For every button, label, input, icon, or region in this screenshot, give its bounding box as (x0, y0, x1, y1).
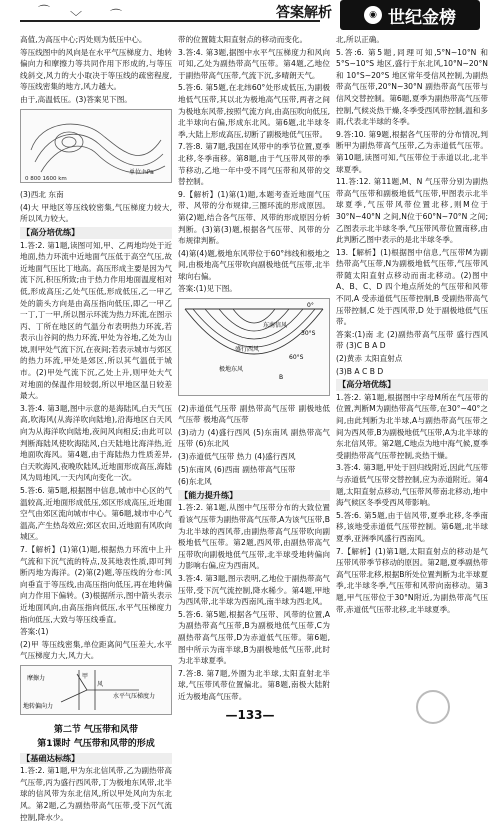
answer-item: (2)甲 等压线密集,单位距离间气压差大,水平气压梯度力大,风力大。 (20, 639, 172, 661)
answer-item: 1.答:2. 第1题,读图可知,甲、乙两地均处于近地面,热力环流中近地面气压低于高空气压,故近地面气压比丁地高。高压形成主要是因为气流下沉,积压所致;由于热力作用地面温度相对低,形成高压;乙处气压低,形成低压,乙一甲乙处的箭头方向是由高压指向低压,即乙一甲乙一丁,丁一甲,所以图示环流为热力环流,在图示丙、丁所在地区的气温分布表明热力环流,若表示山谷间的热力环流,甲处为谷地,乙处为山坡,则甲处气流下沉,在夜间;若表示城市与郊区的热力环流,甲处是郊区,所以其气温低于城市。(2)甲处气流下沉,乙处上升,则甲处大气对地面的保温作用较弱,所以甲地区温日较差最大。 (20, 240, 172, 401)
diagram-label: 水平气压梯度力 (113, 692, 156, 700)
answer-item: 9.答:10. 第9题,根据各气压带的分布情况,判断甲为副热带高气压带,乙为赤道低气压带。第10题,读图可知,气压带位于赤道以北,北半球夏季。 (336, 129, 488, 174)
diagram-label: 摩擦力 (27, 674, 46, 682)
section-heading: 【高分培优练】 (20, 227, 172, 239)
bird-icon: ⌒ (110, 8, 123, 22)
answer-item: 5.答:6. 第5题,同理可知,5°N~10°N 和 5°S~10°S 地区,盛行于东北风,10°N~20°N 和 10°S~20°S 地区常年受信风控制,为副热带高气压带,20°N~30°N 副热带高气压带与信风交替控制。第6题,夏季为副热带高气压带控制,气候炎热干燥,冬季受西风带控制,温和多雨,代表北半球的冬季。 (336, 47, 488, 127)
section-heading: 【高分培优练】 (336, 379, 488, 391)
paragraph: (4)大 甲地区等压线较密集,气压梯度力较大,所以风力较大。 (20, 202, 172, 224)
answer-item: 11.答:12. 第11题,M、N 气压带分别为副热带高气压带和副极地低气压带,甲图表示北半球夏季,气压带风带位置北移,则M位于30°N~40°N 之间,N位于60°N~70°N 之间;乙图表示北半球冬季,气压带风带位置南移,由此判断乙图中表示的是北半球冬季。 (336, 177, 488, 245)
paragraph: (6)东北风 (178, 477, 212, 487)
globe-label: 60°S (289, 354, 304, 362)
globe-label: 盛行西风 (235, 346, 260, 354)
isobar-map-figure (20, 109, 172, 183)
paragraph: 带的位置随太阳直射点的移动而变化。 (178, 35, 308, 44)
diagram-label: 风 (97, 680, 104, 688)
answer-item: 5.答:6. 第5题,根据各气压带、风带的位置,A为副热带高气压带,B为副极地低气压带,C为副热带高气压带,D为赤道低气压带。第6题,图中所示为南半球,B为副极地低气压带,此时为北半球夏季。 (178, 609, 330, 666)
paragraph: (2)黄赤 太阳直射点 (336, 354, 403, 364)
answer-item: 3.答:4. 第3题,甲处于回归线附近,因此气压带与赤道低气压带交替控制,应为赤道附近。第4题,太阳直射点移动,气压带风带南北移动,地中海气候区冬季受西风带影响。 (336, 463, 488, 508)
header-rule (20, 20, 320, 22)
paragraph: 答案:(1)南 北 (2)副热带高气压带 盛行西风带 (3)C B A D (336, 329, 488, 351)
paragraph: (2)赤道低气压带 副热带高气压带 副极地低气压带 极地高气压带 (178, 403, 330, 425)
brand-badge-icon: ◉ (364, 6, 382, 24)
section-heading: 【基础达标练】 (20, 753, 172, 765)
section-heading: 【能力提升练】 (178, 490, 330, 502)
answer-item: 1.答:2. 第1题,从图中气压带分布的大致位置看该气压带为副热带高气压带,A为该气压带,B为北半球的西风带,由副热带高气压带吹向副极地低气压带。第2题,西风带,由副热带高气压带吹向副极地低气压带,北半球受地转偏向力影响右偏,应为西南风。 (178, 503, 330, 571)
paragraph: 由于,高温低压。(3)答案见下图。 (20, 94, 132, 104)
bird-icon: ⌒ (38, 4, 51, 18)
answer-item: 5.答:6. 第5题,根据图中信息,城市中心区的气温较高,近地面形成低压,郊区形成高压,近地面空气由郊区流向城市中心。第6题,城市中心气温高,产生热岛效应;郊区农田,近地面有风吹向城区。 (20, 486, 172, 542)
answer-item: 7.【解析】(1)第1题,太阳直射点的移动是气压带风带季节移动的原因。第2题,夏季副热带高气压带北移,根据B所处位置判断为北半球夏季,北半球冬季,气压带和风带向南移动。第3题,甲气压带位于30°N附近,为副热带高气压带,赤道低气压带北移,北半球夏季。 (336, 546, 488, 614)
chapter-title: 第二节 气压带和风带 (53, 724, 139, 735)
column-left (20, 34, 172, 822)
answer-item: 答案:(1)见下图。 (178, 284, 237, 294)
paragraph: (3)动力 (4)盛行西风 (5)东南风 副热带高气压带 (6)东北风 (178, 427, 330, 449)
answer-item: 3.答:4. 第3题,图中示意的是海陆风,白天气压高,吹海风(从海洋吹向陆地),沿海地区白天风向为从海洋吹向陆地,夜间风向相反;由此可以判断海陆风使吹海陆风,白天陆地比海洋热,近地面吹海风。第4题,由于海陆热力性质差异,白天吹海风,夜晚吹陆风,近地面形成高压,海陆风为局地风,一天内风向变化一次。 (20, 403, 172, 483)
map-scale-label: 0 800 1600 km (25, 175, 67, 182)
brand-logo (340, 0, 480, 30)
brand-name: 世纪金榜 (388, 7, 456, 28)
paragraph: 等压线图中的风向是在水平气压梯度力、地转偏向力和摩擦力等共同作用下形成的,与等压线斜交,风力的大小取决于等压线的疏密程度,等压线密集的地方,风力越大。 (20, 47, 172, 92)
globe-label: 0° (307, 302, 314, 310)
paragraph: (5)东南风 (6)西南 副热带高气压带 (178, 464, 296, 474)
header-section-title: 答案解析 (276, 5, 332, 21)
answer-item: 7.【解析】(1)第(1)题,根据热力环流中上升气流和下沉气流的特点,及其地表性质,即可判断丙地为海洋。(2)第(2)题,等压线的分布:风向垂直于等压线,由高压指向低压,再在地转偏向力作用下偏转。(3)根据所示,图中箭头表示近地面风向,由高压指向低压,水平气压梯度力指向低压,大致与等压线垂直。 (20, 544, 172, 624)
answer-item: 1.答:2. 第1题,甲为东北信风带,乙为副热带高气压带,丙为盛行西风带,丁为极地东风带,北半球的信风带为东北信风,所以甲处风向为东北风。第2题,乙为副热带高气压带,受下沉气流控制,降水少。 (20, 766, 172, 822)
answer-item: 13.【解析】(1)根据图中信息,气压带M为副热带高气压带,N为副极地低气压带,气压带风带随太阳直射点移动而南北移动。(2)图中A、B、C、D 四个地点所处的气压带和风带不同,A 受赤道低气压带控制,B 受副热带高气压带控制,C 处于西风带,D 处于副极地低气压带。 (336, 247, 488, 327)
diagram-label: 甲 (82, 672, 89, 680)
answer-item: 5.答:6. 第5题,在北纬60°处形成低压,为副极地低气压带,其以北为极地高气压带,两者之间为极地东风带,按照气流方向,由高压吹向低压,北半球向右偏,形成东北风。第6题,北半球冬季,大陆上形成高压,切断了副极地低气压带。 (178, 83, 330, 139)
globe-label: 30°S (301, 330, 316, 338)
paragraph: (3)赤道低气压带 热力 (4)盛行西风 (178, 452, 296, 462)
column-right (336, 34, 488, 700)
bird-icon: ﹀ (70, 10, 83, 24)
page-header (0, 0, 500, 34)
answer-item: 3.答:4. 第3题,图示表明,乙地位于副热带高气压带,受下沉气流控制,降水稀少。第4题,甲地为西风带,北半球为西南风,南半球为西北风。 (178, 573, 330, 607)
diagram-label: 地转偏向力 (23, 702, 54, 710)
paragraph: 北,所以正确。 (336, 35, 384, 44)
answer-item: 7.答:8. 第7题,外圈为北半球,太阳直射北半球,气压带风带位置偏北。第8题,南极大陆附近为极地高气压带。 (178, 668, 330, 701)
paragraph: (3)西北 东南 (20, 190, 64, 200)
wind-belt-globe-figure (178, 298, 330, 396)
answer-item: 9.【解析】(1)第(1)题,本题考查近地面气压带、风带的分布规律,三圈环流的形成原因。第(2)题,结合各气压带、风带的形成原因分析判断。(3)第(3)题,根据各气压带、风带的分布规律判断。 (178, 189, 330, 246)
paragraph: (3)B A C B D (336, 366, 384, 376)
map-unit-label: 单位:hPa (129, 168, 154, 176)
globe-label: 东南信风 (263, 322, 288, 330)
watermark-stamp-icon (416, 690, 450, 724)
globe-label: 极地东风 (219, 366, 244, 374)
answer-item: 答案:(1) (20, 627, 49, 637)
globe-label: B (279, 374, 284, 382)
answer-item: 7.答:8. 第7题,我国在风带中的季节位置,夏季北移,冬季南移。第8题,由于气压带风带的季节移动,乙地一年中受不同气压带和风带的交替控制。 (178, 142, 330, 187)
column-middle (178, 34, 330, 700)
paragraph: 高值,为高压中心;丙处则为低压中心。 (20, 35, 147, 44)
answer-item: 1.答:2. 第1题,根据图中字母M所在气压带的位置,判断M为副热带高气压带,在30°~40°之间,由此判断为北半球,A与副热带高气压带之间为西风带,B为副极地低气压带,A为北半球的东北信风带。第2题,C地点为地中海气候,夏季受副热带高气压带控制,炎热干燥。 (336, 392, 488, 460)
answer-item: 5.答:6. 第5题,由于信风带,夏季北移,冬季南移,该地受赤道低气压带控制。第6题,北半球夏季,亚洲季风盛行西南风。 (336, 510, 488, 543)
answer-item: (4)第(4)题,极地东风带位于60°纬线和极地之间,由极地高气压带吹向副极地低气压带,北半球向右偏。 (178, 248, 330, 281)
lesson-title: 第1课时 气压带和风带的形成 (37, 739, 155, 750)
page-number: —133— (225, 708, 275, 722)
answer-item: 3.答:4. 第3题,据图中水平气压梯度力和风向可知,乙处为副热带高气压带。第4题,乙地位于副热带高气压带,气流下沉,多晴朗天气。 (178, 47, 330, 80)
